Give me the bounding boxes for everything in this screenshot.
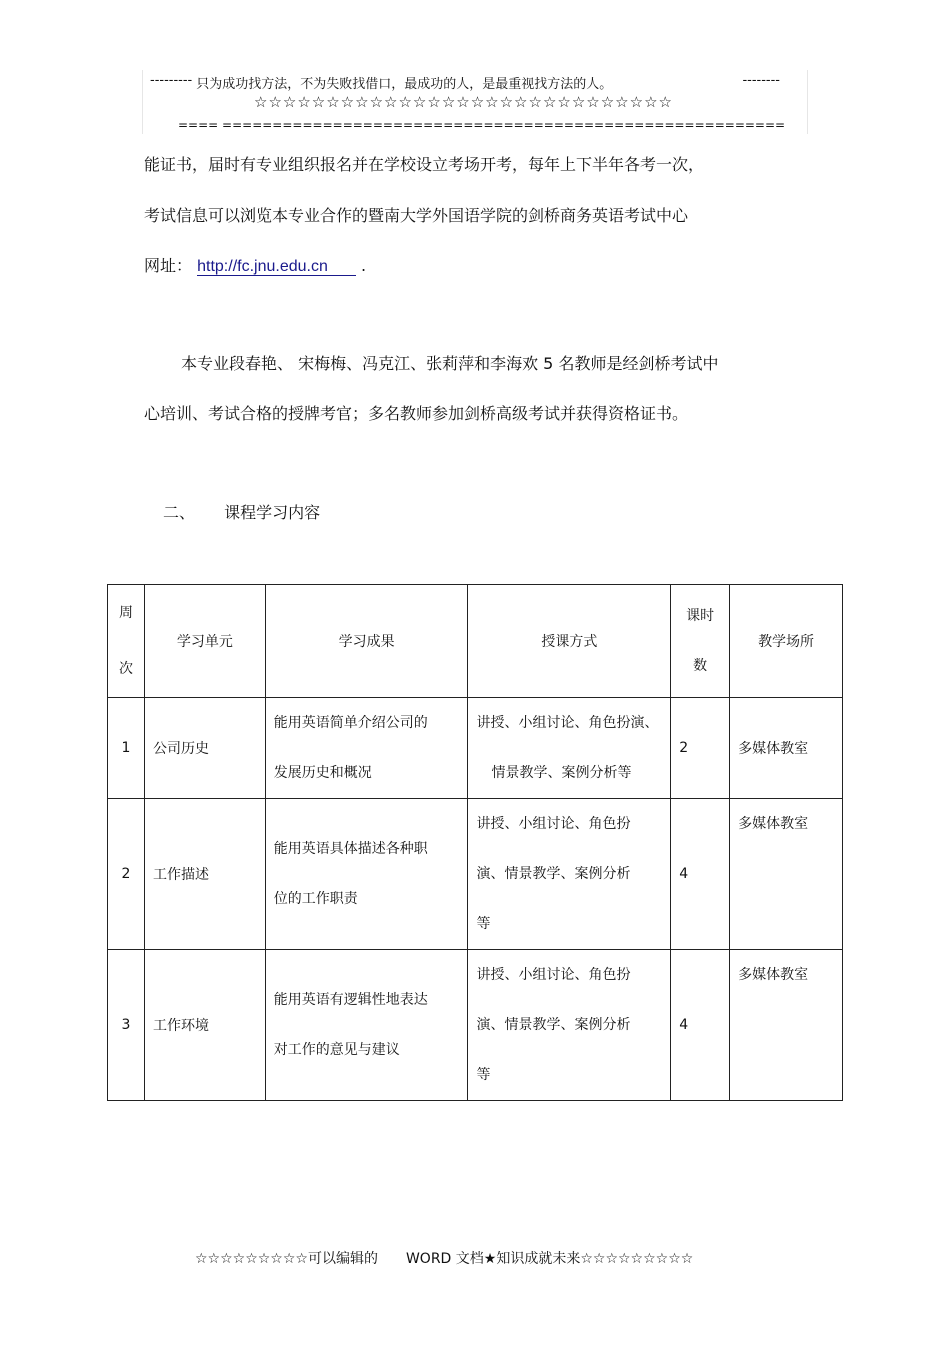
cell-hours: 4 [671,799,730,950]
cell-method [468,698,671,799]
cell-hours: 4 [671,950,730,1101]
table-row [108,950,843,1101]
cell-method-line: 演、情景教学、案例分析 [476,866,631,882]
header-hours [671,585,730,698]
section-heading [163,500,320,523]
cell-method-line: 讲授、小组讨论、角色扮 [476,967,631,983]
cell-method-line: 情景教学、案例分析等 [491,765,632,781]
cell-week: 1 [108,698,145,799]
cell-method [468,799,671,950]
cell-unit: 工作环境 [144,950,265,1101]
header-rule: ==== ======================================================== [178,118,786,132]
header-motto: 只为成功找方法，不为失败找借口，最成功的人，是最重视找方法的人。 [196,77,613,92]
cell-method [468,950,671,1101]
cell-outcome-line: 能用英语有逻辑性地表达 [273,992,428,1008]
header-motto-line [150,73,780,92]
body-line-4: 本专业段春艳、 宋梅梅、冯克江、张莉萍和李海欢 5 名教师是经剑桥考试中 [181,354,719,373]
header-hours-bottom: 数 [693,658,708,674]
section-title: 课程学习内容 [224,503,321,522]
cell-method-line: 讲授、小组讨论、角色扮演、 [476,715,659,731]
header-right-dash: -------- [742,73,780,88]
cell-place: 多媒体教室 [730,799,843,950]
header-place: 教学场所 [730,585,843,698]
header-left-dash: --------- [150,73,193,88]
cell-outcome-line: 发展历史和概况 [273,765,372,781]
header-stars: ☆☆☆☆☆☆☆☆☆☆☆☆☆☆☆☆☆☆☆☆☆☆☆☆☆☆☆☆☆ [254,93,673,111]
footer-mid: WORD 文档★知识成就未来☆☆☆☆☆☆☆☆☆ [405,1251,694,1267]
cell-method-line: 讲授、小组讨论、角色扮 [476,816,631,832]
cell-outcome [265,799,468,950]
course-table [107,584,843,1101]
cell-outcome [265,950,468,1101]
header-week-top: 周 [118,605,133,621]
url-label: 网址： [144,256,193,275]
table-row [108,799,843,950]
body-line-1: 能证书，届时有专业组织报名并在学校设立考场开考，每年上下半年各考一次， [144,155,705,174]
url-end: . [360,256,367,275]
cell-outcome-line: 能用英语简单介绍公司的 [273,715,428,731]
cell-outcome-line: 位的工作职责 [273,891,358,907]
cell-place: 多媒体教室 [730,950,843,1101]
cell-outcome-line: 对工作的意见与建议 [273,1042,400,1058]
header-outcome: 学习成果 [265,585,468,698]
cell-unit: 公司历史 [144,698,265,799]
cell-place: 多媒体教室 [730,698,843,799]
header-hours-top: 课时 [686,608,715,624]
footer [195,1248,693,1268]
header-unit: 学习单元 [144,585,265,698]
cell-week: 2 [108,799,145,950]
body-line-2: 考试信息可以浏览本专业合作的暨南大学外国语学院的剑桥商务英语考试中心 [144,206,689,225]
cell-method-line: 演、情景教学、案例分析 [476,1017,631,1033]
header-week-bottom: 次 [118,661,133,677]
cell-unit: 工作描述 [144,799,265,950]
section-number: 二、 [163,503,196,522]
table-header-row [108,585,843,698]
table-row [108,698,843,799]
footer-left: ☆☆☆☆☆☆☆☆☆可以编辑的 [195,1251,378,1267]
cell-outcome [265,698,468,799]
cell-method-line: 等 [476,1067,491,1083]
cell-week: 3 [108,950,145,1101]
cell-method-line: 等 [476,916,491,932]
header-week [108,585,145,698]
cell-hours: 2 [671,698,730,799]
body-line-5: 心培训、考试合格的授牌考官；多名教师参加剑桥高级考试并获得资格证书。 [144,404,689,423]
exam-center-link[interactable]: http://fc.jnu.edu.cn [197,258,356,276]
cell-outcome-line: 能用英语具体描述各种职 [273,841,428,857]
header-method: 授课方式 [468,585,671,698]
body-line-3 [144,253,366,276]
